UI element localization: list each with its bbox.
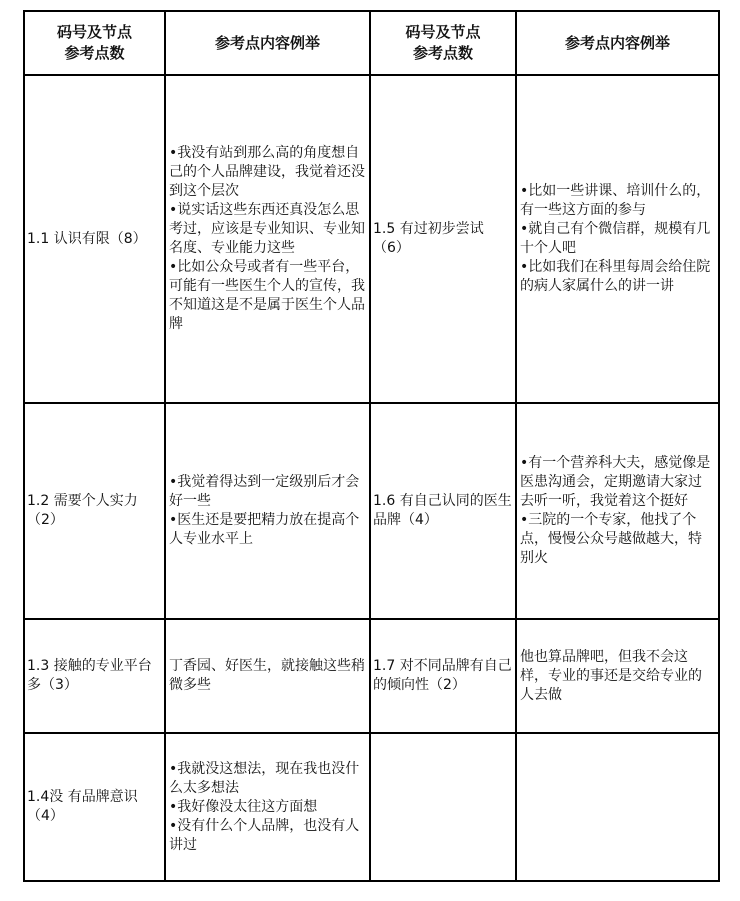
example-item: •有一个营养科大夫，感觉像是医患沟通会，定期邀请大家过去听一听，我觉着这个挺好 [520, 455, 711, 509]
example-item: 他也算品牌吧，但我不会这样，专业的事还是交给专业的人去做 [520, 648, 702, 703]
header-content-left: 参考点内容例举 [165, 11, 370, 75]
table-row [24, 403, 719, 619]
header-code-left [24, 11, 165, 75]
code-cell: 1.1 认识有限（8） [24, 75, 165, 403]
header-code-right-line2: 参考点数 [412, 44, 473, 62]
content-cell-empty [516, 733, 719, 881]
example-item: 丁香园、好医生，就接触这些稍微多些 [169, 658, 365, 693]
code-cell: 1.6 有自己认同的医生品牌（4） [370, 403, 516, 619]
code-cell-empty [370, 733, 516, 881]
example-item: •医生还是要把精力放在提高个人专业水平上 [169, 512, 360, 547]
codebook-table [23, 10, 720, 882]
code-cell: 1.4没 有品牌意识（4） [24, 733, 165, 881]
table-row [24, 619, 719, 733]
example-item: •三院的一个专家，他找了个点，慢慢公众号越做越大，特别火 [520, 512, 702, 566]
example-item: •我觉着得达到一定级别后才会好一些 [169, 474, 360, 509]
example-item: •我好像没太往这方面想 [169, 798, 318, 815]
example-item: •就自己有个微信群，规模有几十个人吧 [520, 221, 711, 256]
content-cell [165, 403, 370, 619]
example-item: •我没有站到那么高的角度想自己的个人品牌建设，我觉着还没到这个层次 [169, 145, 365, 199]
content-cell [165, 619, 370, 733]
content-cell [165, 75, 370, 403]
header-content-right: 参考点内容例举 [516, 11, 719, 75]
code-cell: 1.3 接触的专业平台多（3） [24, 619, 165, 733]
table-row [24, 75, 719, 403]
example-item: •我就没这想法，现在我也没什么太多想法 [169, 760, 360, 796]
example-item: •说实话这些东西还真没怎么思考过，应该是专业知识、专业知名度、专业能力这些 [169, 202, 365, 256]
header-code-left-line1: 码号及节点 [56, 23, 132, 41]
example-item: •比如一些讲课、培训什么的，有一些这方面的参与 [520, 183, 711, 218]
header-row [24, 11, 719, 75]
code-cell: 1.7 对不同品牌有自己的倾向性（2） [370, 619, 516, 733]
example-item: •没有什么个人品牌，也没有人讲过 [169, 817, 360, 853]
content-cell [516, 403, 719, 619]
table-row [24, 733, 719, 881]
code-cell: 1.2 需要个人实力（2） [24, 403, 165, 619]
content-cell [516, 619, 719, 733]
header-code-right-line1: 码号及节点 [405, 23, 481, 41]
example-item: •比如我们在科里每周会给住院的病人家属什么的讲一讲 [520, 259, 711, 294]
content-cell [516, 75, 719, 403]
content-cell [165, 733, 370, 881]
header-code-left-line2: 参考点数 [64, 44, 125, 62]
example-item: •比如公众号或者有一些平台，可能有一些医生个人的宣传，我不知道这是不是属于医生个人品牌 [169, 259, 365, 332]
code-cell: 1.5 有过初步尝试（6） [370, 75, 516, 403]
header-code-right [370, 11, 516, 75]
